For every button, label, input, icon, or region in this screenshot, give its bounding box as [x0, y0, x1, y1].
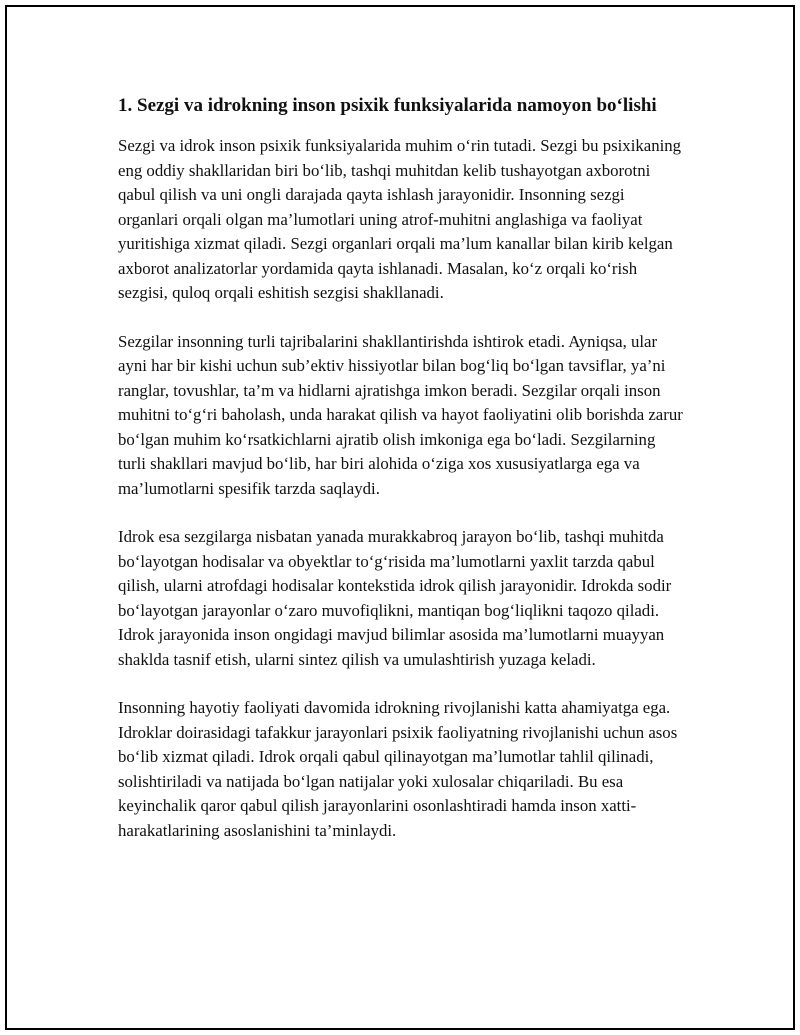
paragraph-3: Idrok esa sezgilarga nisbatan yanada murakkabroq jarayon bo‘lib, tashqi muhitda bo‘layotgan hodisalar va obyektlar to‘g‘risida ma’lumotlarni yaxlit tarzda qabul qilish, ularni atrofdagi hodisalar kontekstida idrok qilish jarayonidir. Idrokda sodir bo‘layotgan jarayonlar o‘zaro muvofiqlikni, mantiqan bog‘liqlikni taqozo qiladi. Idrok jarayonida inson ongidagi mavjud bilimlar asosida ma’lumotlarni muayyan shaklda tasnif etish, ularni sintez qilish va umulashtirish yuzaga keladi. — [118, 527, 672, 669]
paragraph-4: Insonning hayotiy faoliyati davomida idrokning rivojlanishi katta ahamiyatga ega. Idroklar doirasidagi tafakkur jarayonlari psixik faoliyatning rivojlanishi uchun asos bo‘lib xizmat qiladi. Idrok orqali qabul qilinayotgan ma’lumotlar tahlil qilinadi, solishtiriladi va natijada bo‘lgan natijalar yoki xulosalar chiqariladi. Bu esa keyinchalik qaror qabul qilish jarayonlarini osonlashtiradi hamda inson xatti-harakatlarining asoslanishini ta’minlaydi. — [118, 698, 678, 840]
paragraph-2: Sezgilar insonning turli tajribalarini shakllantirishda ishtirok etadi. Ayniqsa, ular ayni har bir kishi uchun sub’ektiv hissiyotlar bilan bog‘liq bo‘lgan tavsiflar, ya’ni ranglar, tovushlar, ta’m va hidlarni ajratishga imkon beradi. Sezgilar orqali inson muhitni to‘g‘ri baholash, unda harakat qilish va hayot faoliyatini olib borishda zarur bo‘lgan muhim ko‘rsatkichlarni ajratib olish imkoniga ega bo‘ladi. Sezgilarning turli shakllari mavjud bo‘lib, har biri alohida o‘ziga xos xususiyatlarga ega va ma’lumotlarni spesifik tarzda saqlaydi. — [118, 331, 683, 498]
paragraph-1: Sezgi va idrok inson psixik funksiyalarida muhim o‘rin tutadi. Sezgi bu psixikaning eng oddiy shakllaridan biri bo‘lib, tashqi muhitdan kelib tushayotgan axborotni qabul qilish va uni ongli darajada qayta ishlash jarayonidir. Insonning sezgi organlari orqali olgan ma’lumotlari uning atrof-muhitni anglashiga va faoliyat yuritishiga xizmat qiladi. Sezgi organlari orqali ma’lum kanallar bilan kirib kelgan axborot analizatorlar yordamida qayta ishlanadi. Masalan, ko‘z orqali ko‘rish sezgisi, quloq orqali eshitish sezgisi shakllanadi. — [118, 136, 682, 302]
document-body — [118, 92, 684, 867]
section-heading: 1. Sezgi va idrokning inson psixik funksiyalarida namoyon bo‘lishi — [118, 95, 657, 116]
